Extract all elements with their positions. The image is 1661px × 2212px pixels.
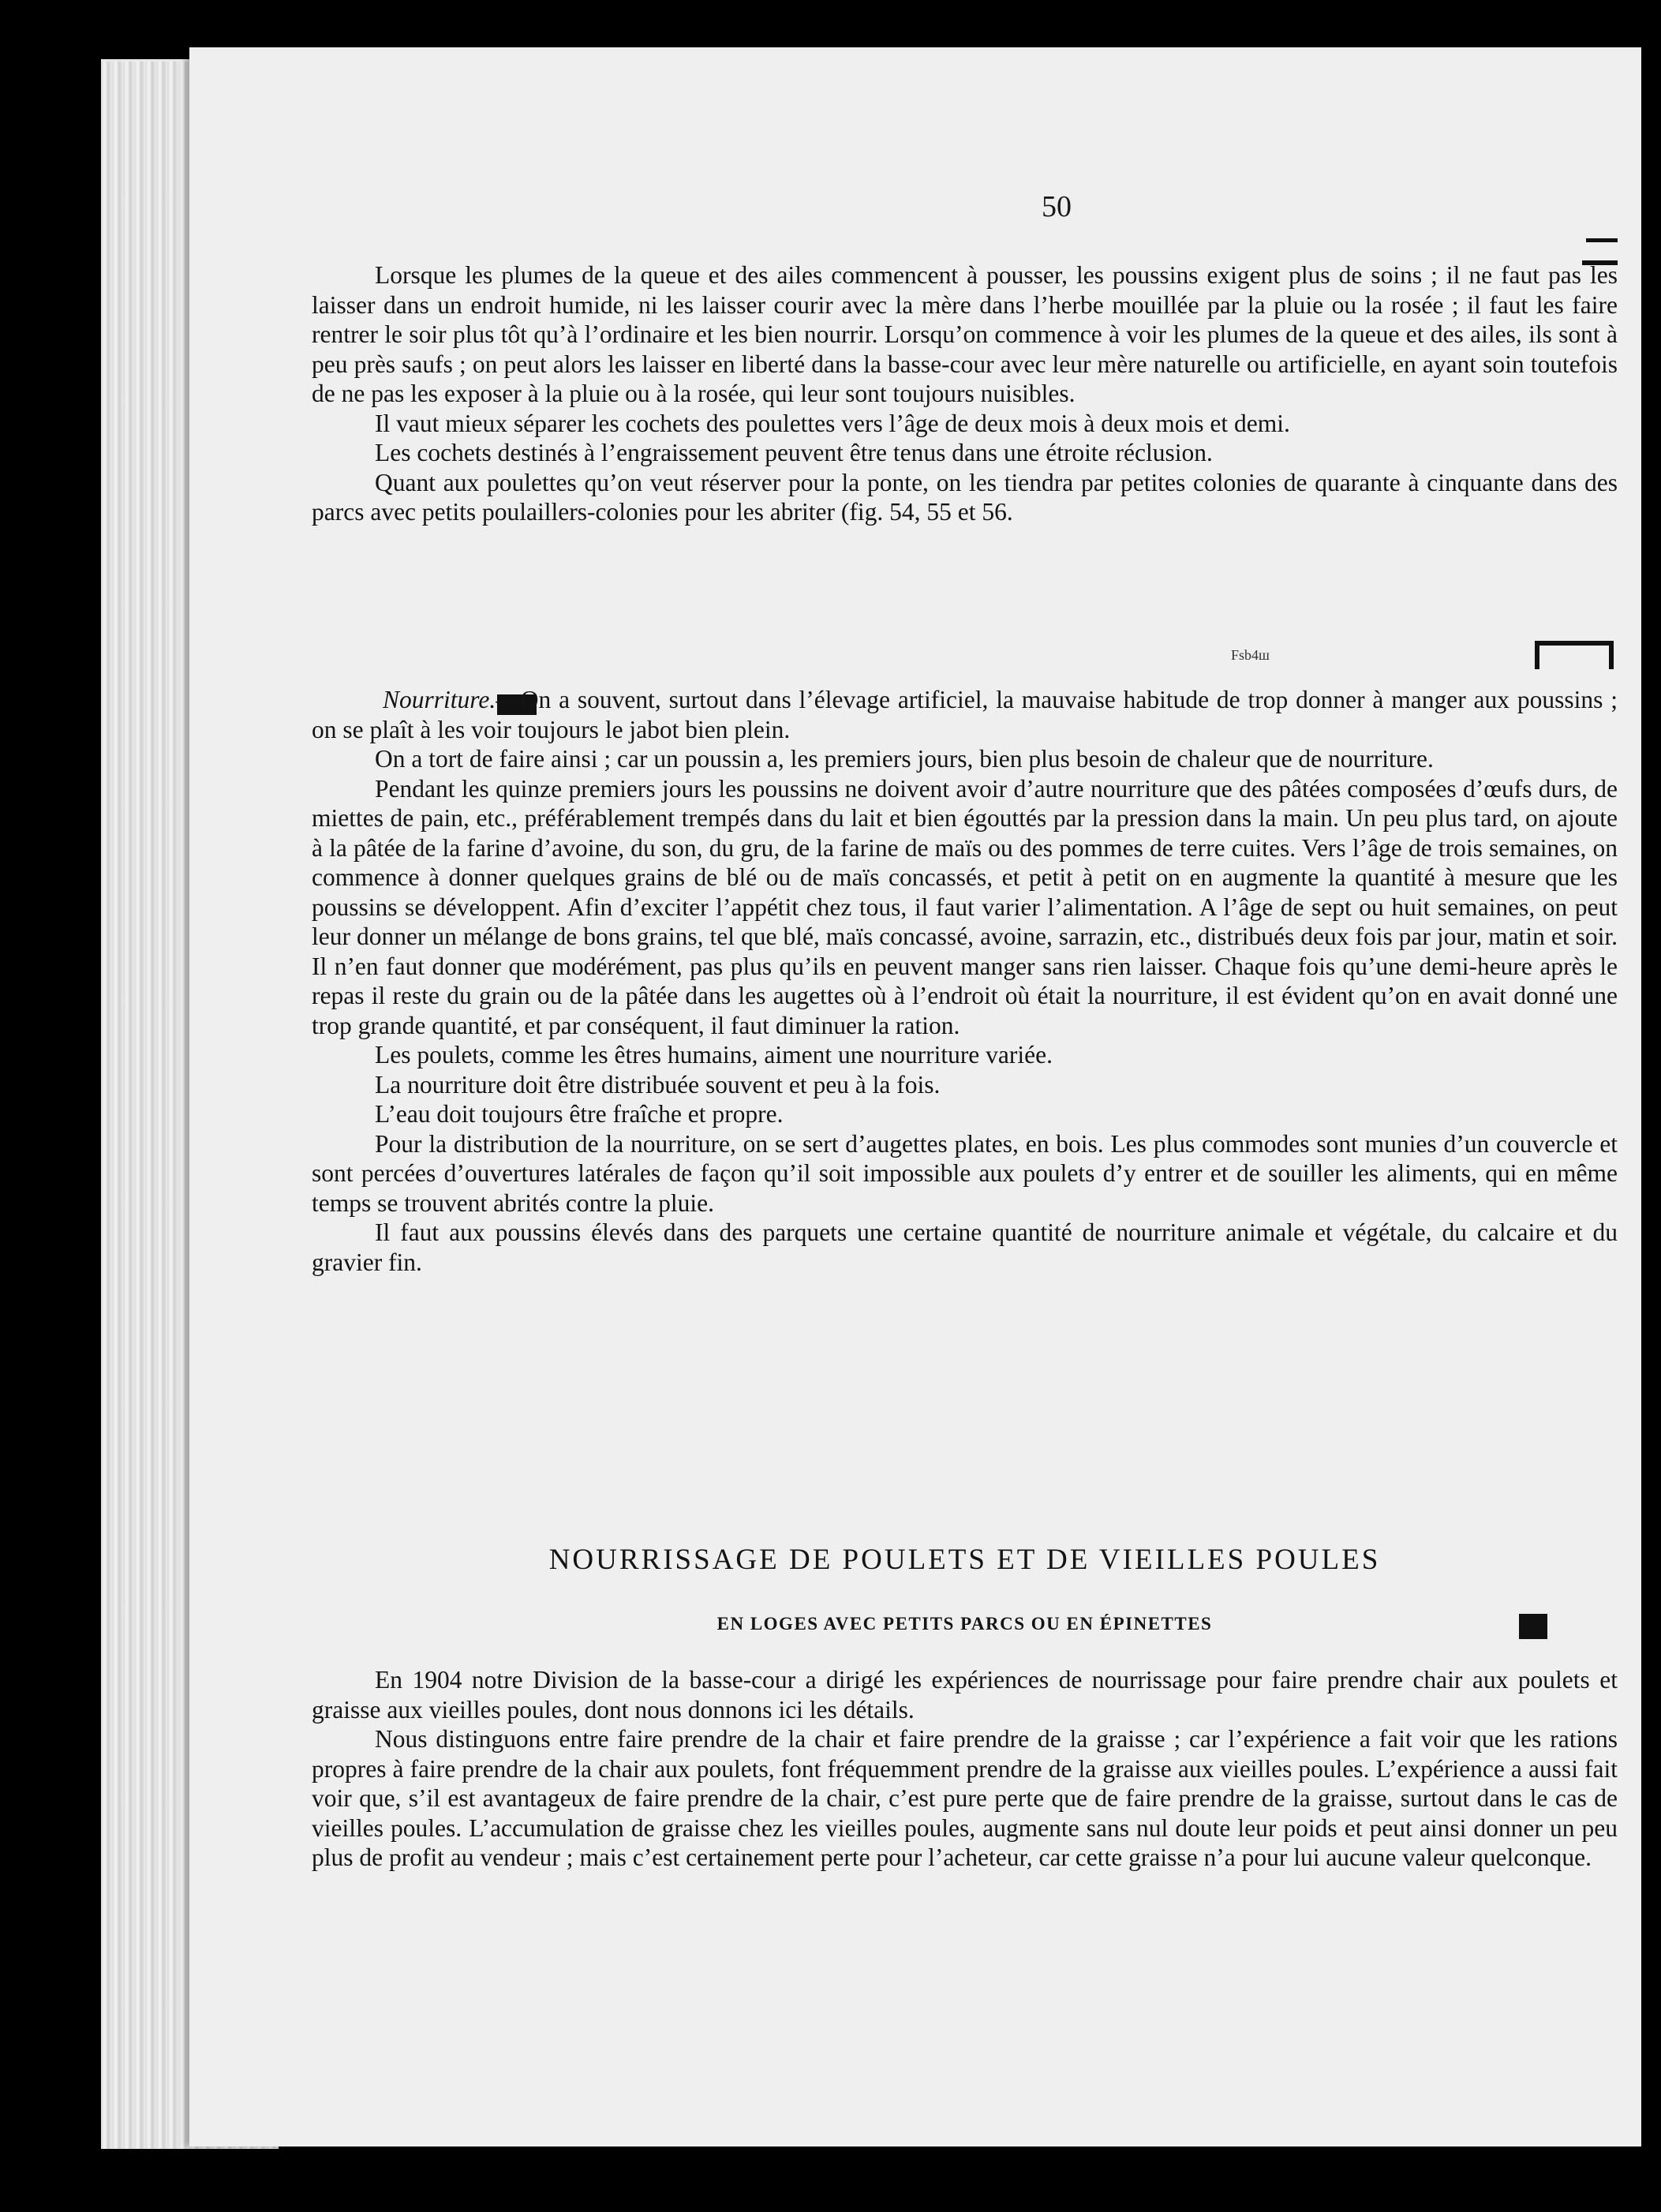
figure-caption-label: Fsb4ш: [1231, 647, 1270, 663]
margin-mark: [1519, 1614, 1547, 1639]
paragraph: La nourriture doit être distribuée souvent et peu à la fois.: [375, 1070, 941, 1099]
top-section: [312, 260, 1618, 527]
paragraph: L’eau doit toujours être fraîche et propre.: [375, 1100, 784, 1128]
paragraph: Pendant les quinze premiers jours les poussins ne doivent avoir d’autre nourriture que des pâtées composées d’œufs durs, de miettes de pain, etc., préférablement trempés dans du lait et bien égouttés par la pression dans la main. Un peu plus tard, on ajoute à la pâtée de la farine d’avoine, du son, du gru, de la farine de maïs ou des pommes de terre cuites. Vers l’âge de trois semaines, on commence à donner quelques grains de blé ou de maïs concassés, et petit à petit on en augmente la quantité à mesure que les poussins se développent. Afin d’exciter l’appétit chez tous, il faut varier l’alimentation. A l’âge de sept ou huit semaines, on peut leur donner un mélange de bons grains, tel que blé, maïs concassé, avoine, sarrazin, etc., distribués deux fois par jour, matin et soir. Il n’en faut donner que modérément, pas plus qu’ils en peuvent manger sans rien laisser. Chaque fois qu’une demi-heure après le repas il reste du grain ou de la pâtée dans les augettes où à l’endroit où était la nourriture, il est évident qu’on en avait donné une trop grande quantité, et par conséquent, il faut diminuer la ration.: [312, 774, 1618, 1039]
paragraph: Il vaut mieux séparer les cochets des poulettes vers l’âge de deux mois à deux mois et demi.: [375, 409, 1290, 437]
paragraph: Les poulets, comme les êtres humains, aiment une nourriture variée.: [375, 1041, 1053, 1069]
paragraph: Pour la distribution de la nourriture, on se sert d’augettes plates, en bois. Les plus commodes sont munies d’un couvercle et sont percées d’ouvertures latérales de façon qu’il soit impossible aux poulets d’y entrer et de souiller les aliments, qui en même temps se trouvent abrités contre la pluie.: [312, 1129, 1618, 1217]
section-heading: NOURRISSAGE DE POULETS ET DE VIEILLES POULES: [548, 1544, 1381, 1576]
paragraph: Les cochets destinés à l’engraissement peuvent être tenus dans une étroite réclusion.: [375, 439, 1213, 466]
page-number: 50: [1042, 190, 1072, 223]
nourriture-title: Nourriture.: [383, 686, 496, 713]
paragraph: [312, 685, 1618, 744]
bracket-mark: [1609, 641, 1614, 669]
paragraph: Quant aux poulettes qu’on veut réserver pour la ponte, on les tiendra par petites colonies de quarante à cinquante dans des parcs avec petits poulaillers-colonies pour les abriter (fig. 54, 55 et 56.: [312, 468, 1618, 526]
paragraph: On a tort de faire ainsi ; car un poussin a, les premiers jours, bien plus besoin de chaleur que de nourriture.: [375, 745, 1434, 773]
paragraph: Il faut aux poussins élevés dans des parquets une certaine quantité de nourriture animale et végétale, du calcaire et du gravier fin.: [312, 1218, 1618, 1276]
bottom-section: [312, 1665, 1618, 1873]
scan-border: [1641, 47, 1661, 2147]
margin-mark: [1586, 238, 1618, 242]
bracket-mark: [1535, 641, 1539, 669]
bracket-mark: [1535, 641, 1614, 646]
section-subheading: EN LOGES AVEC PETITS PARCS OU EN ÉPINETTES: [716, 1614, 1213, 1634]
paragraph: Lorsque les plumes de la queue et des ailes commencent à pousser, les poussins exigent plus de soins ; il ne faut pas les laisser dans un endroit humide, ni les laisser courir avec la mère dans l’herbe mouillée par la pluie ou la rosée ; il faut les faire rentrer le soir plus tôt qu’à l’ordinaire et les bien nourrir. Lorsqu’on commence à voir les plumes de la queue et des ailes, ils sont à peu près saufs ; on peut alors les laisser en liberté dans la basse-cour avec leur mère naturelle ou artificielle, en ayant soin toutefois de ne pas les exposer à la pluie ou à la rosée, qui leur sont toujours nuisibles.: [312, 261, 1618, 407]
nourriture-section: [312, 685, 1618, 1277]
paragraph: Nous distinguons entre faire prendre de la chair et faire prendre de la graisse ; car l’expérience a fait voir que les rations propres à faire prendre de la chair aux poulets, font fréquemment prendre de la graisse aux vieilles poules. L’expérience a aussi fait voir que, s’il est avantageux de faire prendre de la chair, c’est pure perte que de faire prendre de la graisse, surtout dans le cas de vieilles poules. L’accumulation de graisse chez les vieilles poules, augmente sans nul doute leur poids et peut ainsi donner un peu plus de profit au vendeur ; mais c’est certainement perte pour l’acheteur, car cette graisse n’a pour lui aucune valeur quelconque.: [312, 1725, 1618, 1871]
nourriture-first-text: —On a souvent, surtout dans l’élevage artificiel, la mauvaise habitude de trop donner à manger aux poussins ; on se plaît à les voir toujours le jabot bien plein.: [312, 686, 1618, 743]
paragraph: En 1904 notre Division de la basse-cour a dirigé les expériences de nourrissage pour faire prendre chair aux poulets et graisse aux vieilles poules, dont nous donnons ici les détails.: [312, 1666, 1618, 1724]
